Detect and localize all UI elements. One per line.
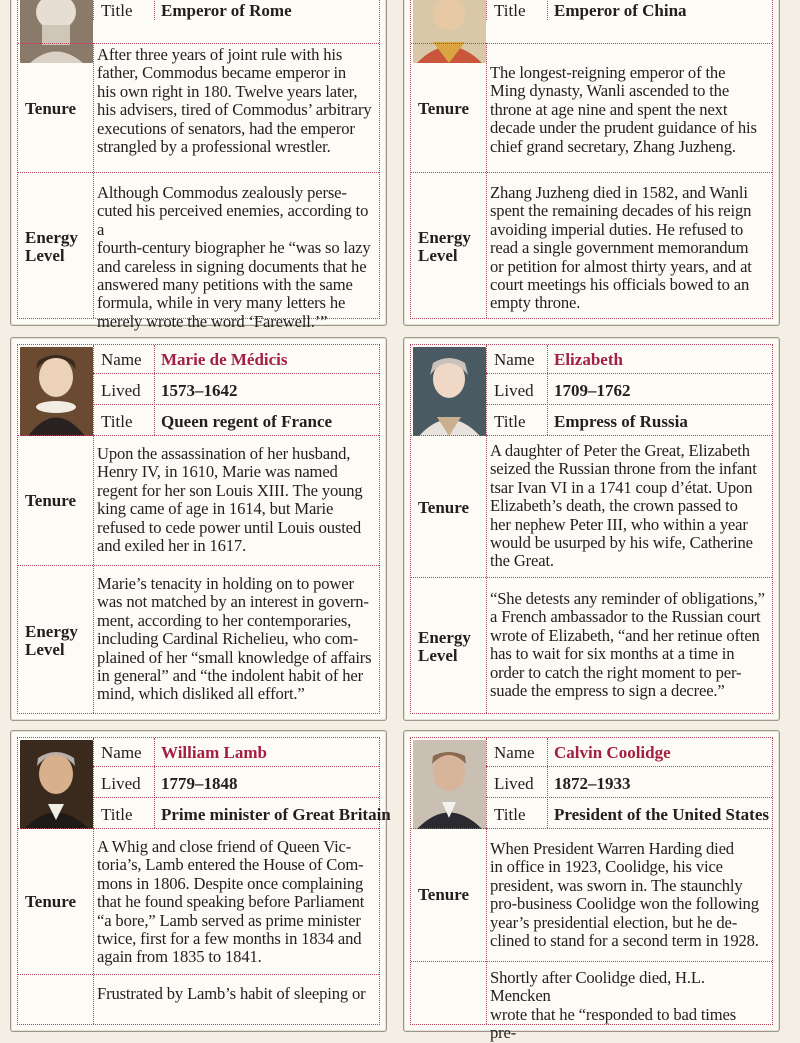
lived-label: Lived <box>101 774 141 793</box>
title-label: Title <box>494 1 526 20</box>
profile-card-william-lamb <box>10 730 391 1032</box>
title-value: Emperor of China <box>554 1 687 20</box>
profile-card-calvin-coolidge <box>403 730 780 1043</box>
tenure-label: Tenure <box>418 885 470 904</box>
tenure-text: A daughter of Peter the Great, Elizabeth seized the Russian throne from the infant tsar Ivan VI in a 1741 coup d’état. Upon Elizabeth’s death, the crown passed to her nephew Peter III, who within a year would be usurped by his wife, Catherine the Great. <box>490 441 757 571</box>
card-frame <box>17 344 380 714</box>
tenure-label: Tenure <box>25 99 77 118</box>
lived-value: 1779–1848 <box>161 774 238 793</box>
energy-text: Zhang Juzheng died in 1582, and Wanli spent the remaining decades of his reign avoiding imperial duties. He refused to read a single government memorandum or petition for almost thirty years, and at court meetings his officials bowed to an empty throne. <box>490 183 752 313</box>
energy-label: Energy Level <box>25 228 78 265</box>
profile-card-wanli <box>403 0 780 326</box>
title-value: Queen regent of France <box>161 412 333 431</box>
portrait-elizabeth <box>413 347 486 436</box>
lived-value: 1872–1933 <box>554 774 631 793</box>
card-frame <box>17 0 380 331</box>
profile-card-elizabeth <box>403 337 780 721</box>
profile-card-marie-de-medicis <box>10 337 387 721</box>
name-label: Name <box>101 350 142 369</box>
title-label: Title <box>101 1 133 20</box>
name-value: William Lamb <box>161 743 267 762</box>
title-value: President of the United States <box>554 805 769 824</box>
portrait-commodus <box>20 0 93 63</box>
tenure-text: After three years of joint rule with his father, Commodus became emperor in his own right in 180. Twelve years later, his advisers, tired of Commodus’ arbitrary executions of senators, had the emperor strangled by a professional wrestler. <box>97 45 372 157</box>
lived-value: 1573–1642 <box>161 381 238 400</box>
energy-text: Frustrated by Lamb’s habit of sleeping or <box>97 984 366 1003</box>
card-frame <box>17 737 391 1025</box>
tenure-text: A Whig and close friend of Queen Vic- toria’s, Lamb entered the House of Com- mons in 1806. Despite once complaining that he found speaking before Parliament “a bore,” Lamb served as prime minister twice, first for a few months in 1834 and again from 1835 to 1841. <box>97 837 365 967</box>
energy-label: Energy Level <box>25 622 78 659</box>
lived-value: 1709–1762 <box>554 381 631 400</box>
energy-text: Marie’s tenacity in holding on to power was not matched by an interest in govern- ment, according to her contemporaries, including Cardinal Richelieu, who com- plained of her “small knowledge of affairs in general” and “the indolent habit of her mind, which disliked all effort.” <box>97 574 372 704</box>
energy-label: Energy Level <box>418 228 471 265</box>
title-value: Prime minister of Great Britain <box>161 805 391 824</box>
energy-text: “She detests any reminder of obligations,” a French ambassador to the Russian court wrote of Elizabeth, “and her retinue often has to wait for six months at a time in order to catch the right moment to per- suade the empress to sign a decree.” <box>490 589 765 701</box>
title-label: Title <box>494 805 526 824</box>
name-value: Elizabeth <box>554 350 623 369</box>
energy-text: Although Commodus zealously perse- cuted his perceived enemies, according to a fourth-century biographer he “was so lazy and careless in signing documents that he answered many petitions with the same formula, while in very many letters he merely wrote the word ‘Farewell.’” <box>97 183 371 331</box>
card-frame <box>410 0 773 319</box>
tenure-label: Tenure <box>25 491 77 510</box>
tenure-label: Tenure <box>418 99 470 118</box>
lived-label: Lived <box>494 774 534 793</box>
title-label: Title <box>101 412 133 431</box>
portrait-wanli <box>413 0 486 63</box>
name-label: Name <box>101 743 142 762</box>
name-label: Name <box>494 350 535 369</box>
portrait-william-lamb <box>20 740 93 829</box>
lived-label: Lived <box>494 381 534 400</box>
card-frame <box>410 344 773 714</box>
card-frame <box>410 737 773 1043</box>
profile-card-commodus <box>10 0 387 331</box>
tenure-text: The longest-reigning emperor of the Ming dynasty, Wanli ascended to the throne at age nine and spent the next decade under the prudent guidance of his chief grand secretary, Zhang Juzheng. <box>490 63 757 156</box>
portrait-calvin-coolidge <box>413 740 486 829</box>
title-value: Emperor of Rome <box>161 1 292 20</box>
lived-label: Lived <box>101 381 141 400</box>
title-value: Empress of Russia <box>554 412 688 431</box>
tenure-label: Tenure <box>418 498 470 517</box>
title-label: Title <box>101 805 133 824</box>
tenure-label: Tenure <box>25 892 77 911</box>
title-label: Title <box>494 412 526 431</box>
energy-text: Shortly after Coolidge died, H.L. Mencken wrote that he “responded to bad times pre- <box>490 968 737 1043</box>
tenure-text: Upon the assassination of her husband, Henry IV, in 1610, Marie was named regent for her son Louis XIII. The young king came of age in 1614, but Marie refused to cede power until Louis ousted and exiled her in 1617. <box>97 444 363 556</box>
tenure-text: When President Warren Harding died in office in 1923, Coolidge, his vice president, was sworn in. The staunchly pro-business Coolidge won the following year’s presidential election, but he de- clined to stand for a second term in 1928. <box>490 839 759 951</box>
name-value: Marie de Médicis <box>161 350 288 369</box>
portrait-marie-de-medicis <box>20 347 93 436</box>
name-label: Name <box>494 743 535 762</box>
name-value: Calvin Coolidge <box>554 743 671 762</box>
energy-label: Energy Level <box>418 628 471 665</box>
